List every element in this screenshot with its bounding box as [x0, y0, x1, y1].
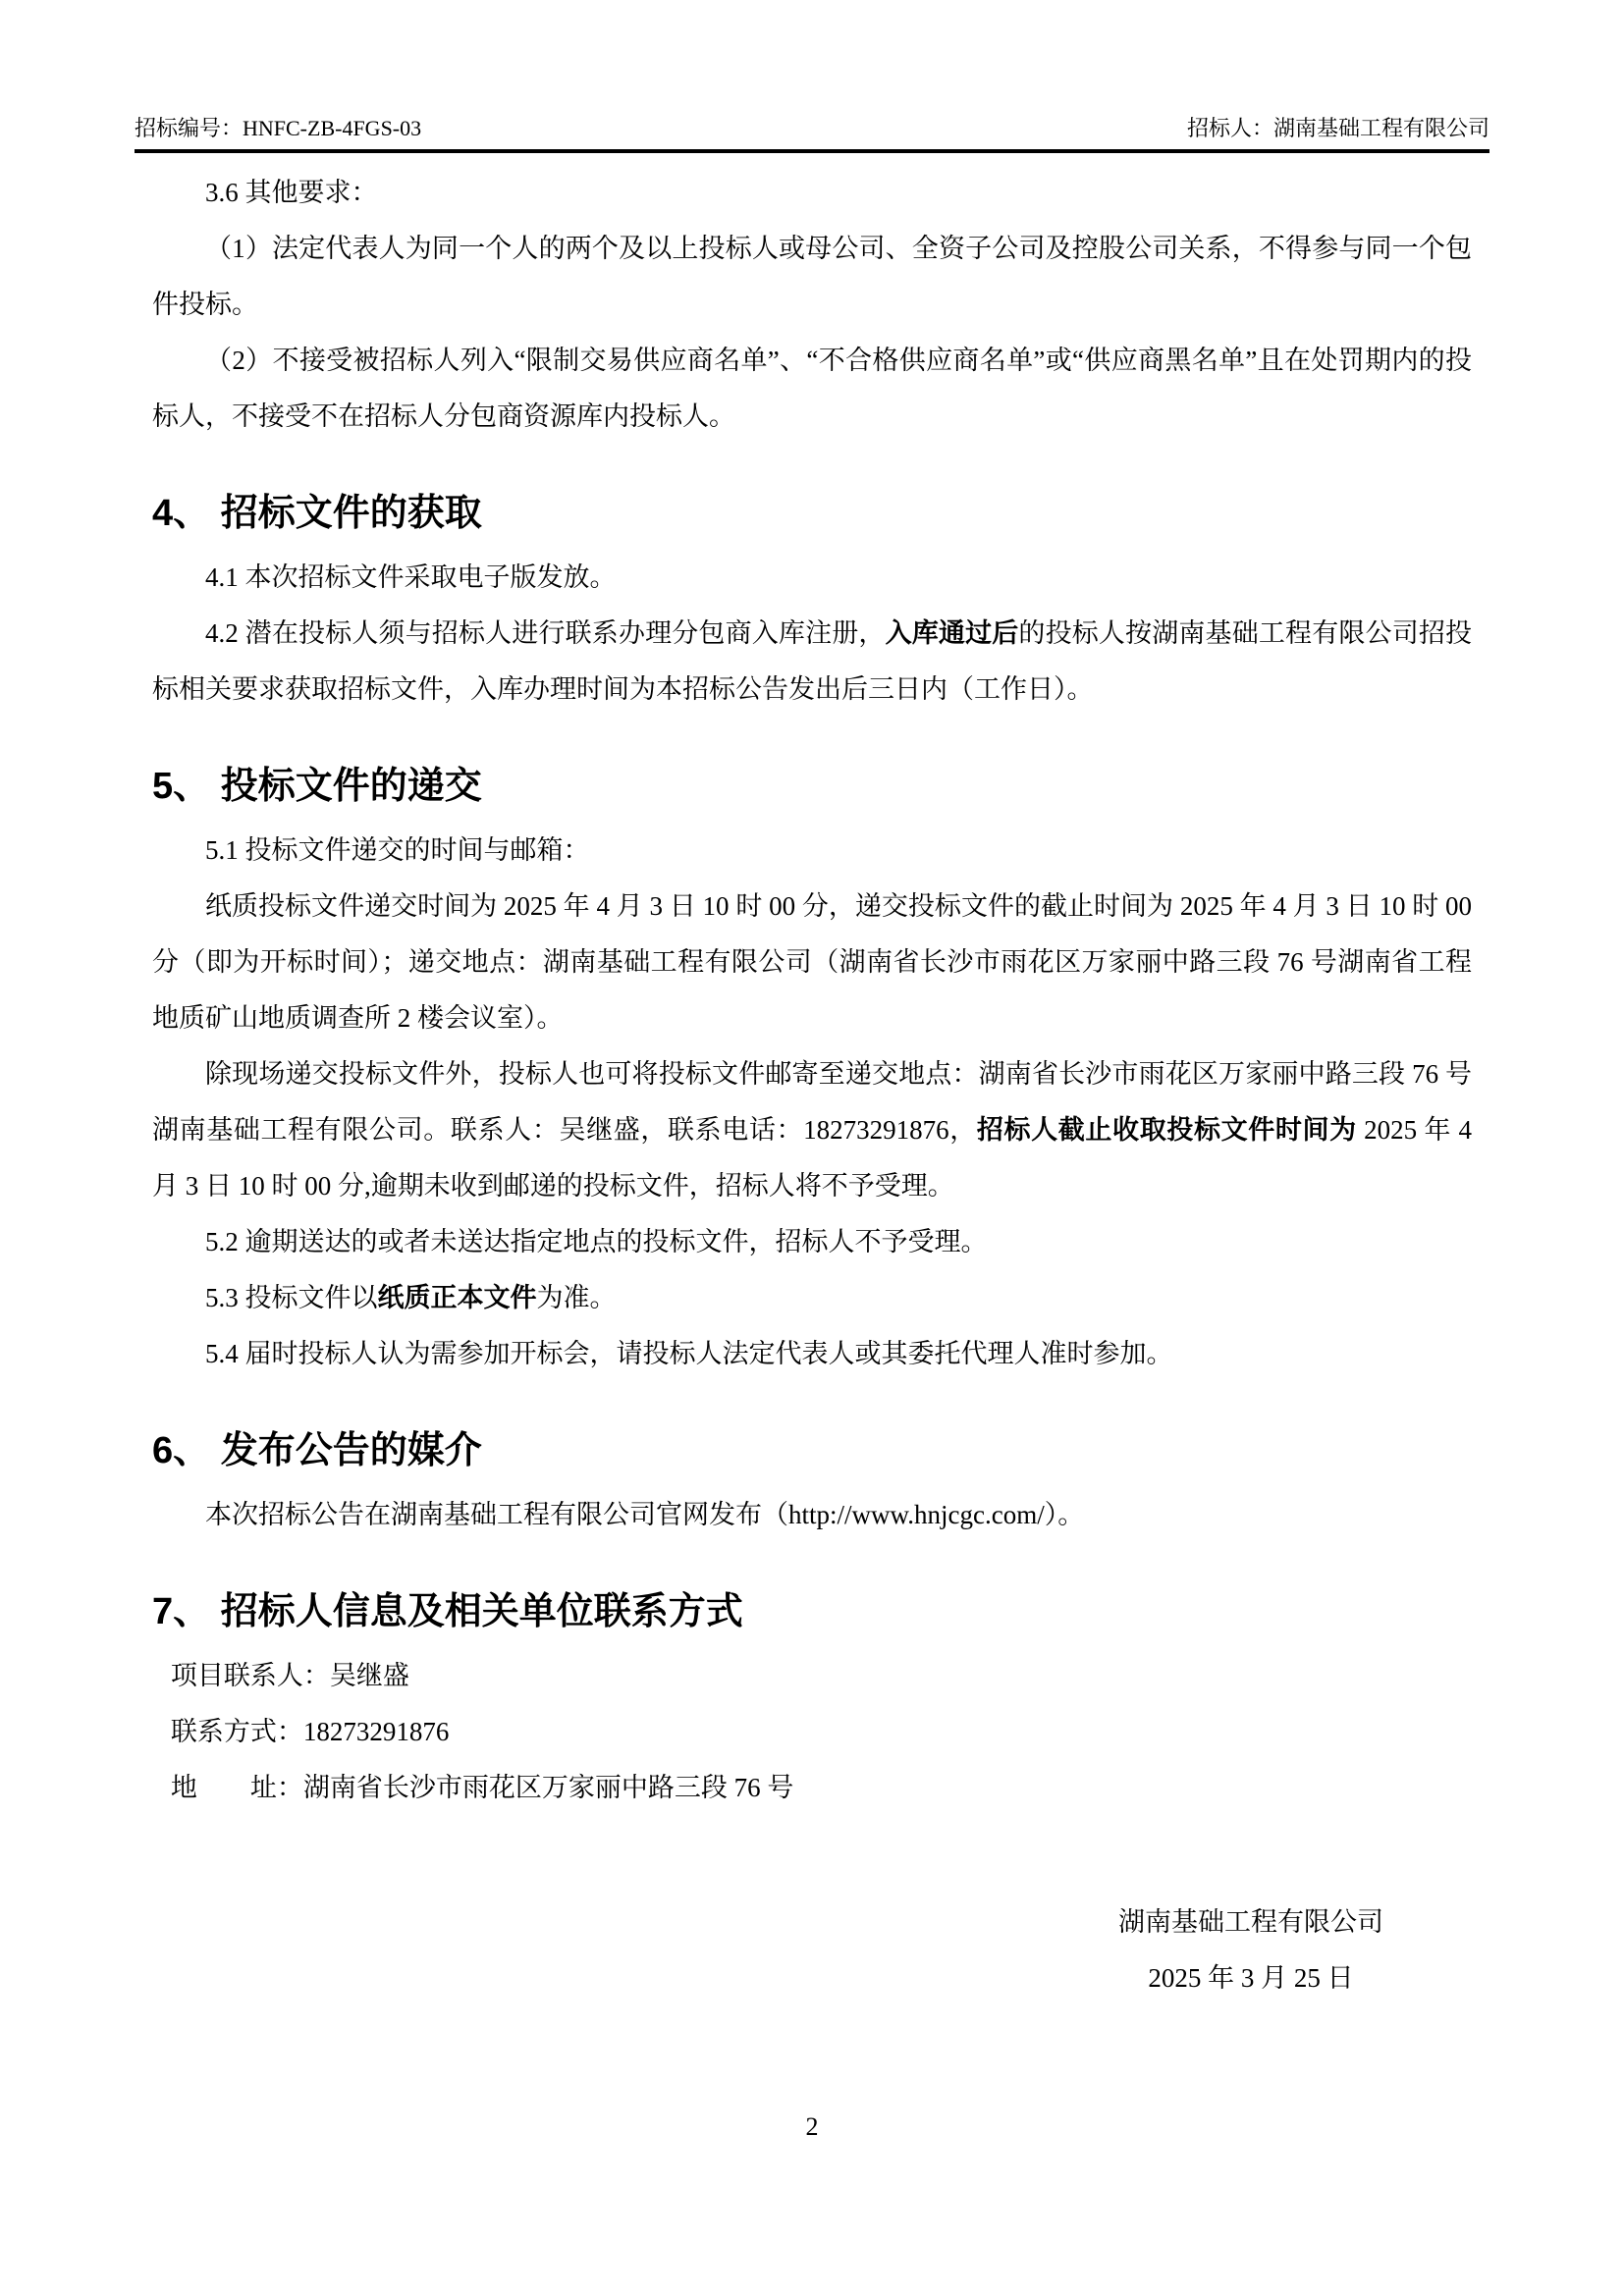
header-tender-number: 招标编号：HNFC-ZB-4FGS-03: [135, 116, 422, 140]
page-number: 2: [805, 2112, 819, 2141]
header-tenderer: 招标人：湖南基础工程有限公司: [1186, 116, 1489, 140]
clause-3-6-item-1: （1）法定代表人为同一个人的两个及以上投标人或母公司、全资子公司及控股公司关系，不得参与同一个包件投标。: [152, 234, 1472, 319]
signature-block: [1118, 1895, 1383, 2006]
clause-4-2: [152, 606, 1472, 718]
document-body: [152, 165, 1472, 2006]
clause-5-3-bold: 纸质正本文件: [377, 1283, 537, 1312]
clause-6-media: 本次招标公告在湖南基础工程有限公司官网发布（http://www.hnjcgc.com/）。: [205, 1500, 1085, 1529]
contact-address: 地 址：湖南省长沙市雨花区万家丽中路三段 76 号: [170, 1773, 794, 1802]
clause-4-2-text-pre: 4.2 潜在投标人须与招标人进行联系办理分包商入库注册，: [205, 618, 886, 648]
page-header: [135, 116, 1489, 153]
clause-4-2-text-post: 的投标人按湖南基础工程有限公司招投标相关要求获取招标文件，入库办理时间为本招标公告发出后三日内（工作日）。: [152, 618, 1473, 704]
contact-person: 项目联系人：吴继盛: [170, 1661, 409, 1690]
clause-5-1: 5.1 投标文件递交的时间与邮箱：: [205, 835, 590, 865]
clause-5-1-mail-bold: 招标人截止收取投标文件时间为: [976, 1115, 1357, 1145]
contact-phone: 联系方式：18273291876: [170, 1717, 450, 1746]
section-6-heading: 6、 发布公告的媒介: [152, 1430, 482, 1471]
clause-5-3-text-pre: 5.3 投标文件以: [205, 1283, 378, 1312]
section-5-heading: 5、 投标文件的递交: [152, 766, 482, 807]
clause-4-2-bold: 入库通过后: [885, 618, 1019, 648]
clause-5-4: 5.4 届时投标人认为需参加开标会，请投标人法定代表人或其委托代理人准时参加。: [205, 1339, 1173, 1368]
signature-date: 2025 年 3 月 25 日: [1148, 1963, 1354, 1993]
clause-5-3-text-post: 为准。: [536, 1283, 617, 1312]
clause-5-1-mail-text-pre: 除现场递交投标文件外，投标人也可将投标文件邮寄至递交地点：湖南省长沙市雨花区万家丽中路三段 76 号湖南基础工程有限公司。联系人：吴继盛，联系电话：18273291876，: [152, 1059, 1472, 1145]
clause-3-6-item-2: （2）不接受被招标人列入“限制交易供应商名单”、“不合格供应商名单”或“供应商黑名单”且在处罚期内的投标人，不接受不在招标人分包商资源库内投标人。: [152, 346, 1472, 431]
clause-5-2: 5.2 逾期送达的或者未送达指定地点的投标文件，招标人不予受理。: [205, 1227, 988, 1256]
signature-company: 湖南基础工程有限公司: [1118, 1907, 1383, 1937]
section-4-heading: 4、 招标文件的获取: [152, 493, 482, 534]
clause-5-1-paper-delivery: 纸质投标文件递交时间为 2025 年 4 月 3 日 10 时 00 分，递交投标文件的截止时间为 2025 年 4 月 3 日 10 时 00 分（即为开标时间）；递交地点：湖南基础工程有限公司（湖南省长沙市雨花区万家丽中路三段 76 号湖南省工程地质矿山地质调查所 2 楼会议室）。: [152, 891, 1472, 1033]
section-7-heading: 7、 招标人信息及相关单位联系方式: [152, 1591, 743, 1632]
clause-5-1-mail-delivery: [152, 1046, 1472, 1214]
clause-5-1-mail-text-post: 2025 年 4 月 3 日 10 时 00 分,逾期未收到邮递的投标文件，招标人将不予受理。: [152, 1115, 1473, 1201]
clause-5-3: [152, 1270, 1472, 1326]
clause-4-1: 4.1 本次招标文件采取电子版发放。: [205, 562, 617, 592]
clause-3-6-title: 3.6 其他要求：: [205, 178, 378, 207]
